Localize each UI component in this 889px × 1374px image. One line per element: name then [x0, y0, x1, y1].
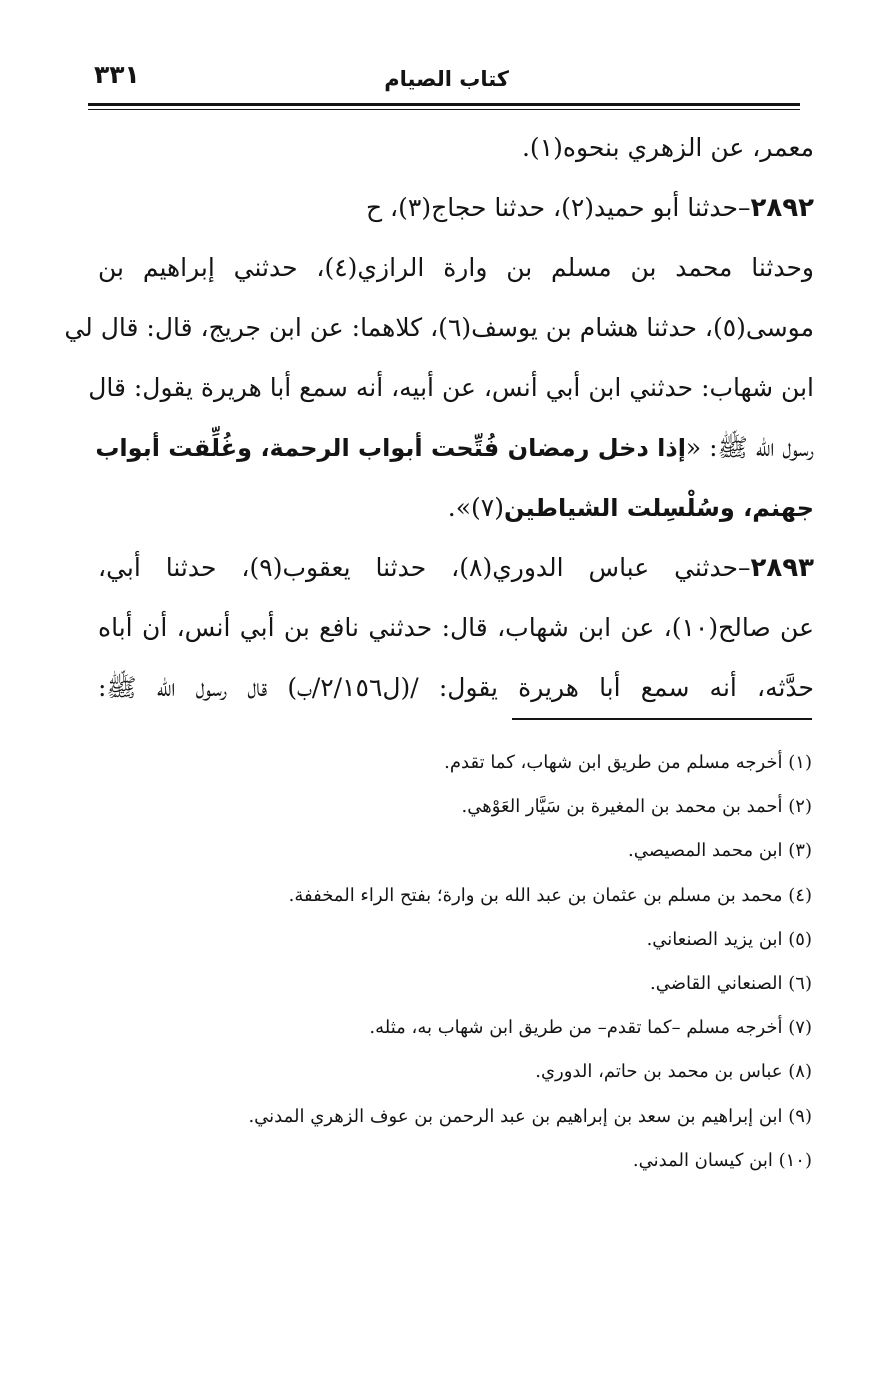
line-text: رسول الله ﷺ: « — [685, 433, 814, 462]
text-line — [98, 658, 814, 718]
line-text: موسى(٥)، حدثنا هشام بن يوسف(٦)، كلاهما: عن ابن جريج، قال: قال لي — [64, 313, 814, 342]
line-text: (٧)». — [447, 493, 504, 522]
line-text: –حدثنا أبو حميد(٢)، حدثنا حجاج(٣)، ح — [365, 193, 751, 222]
hadith-line — [98, 178, 814, 238]
header-rule-thin — [88, 109, 800, 110]
footnotes — [240, 746, 812, 1188]
line-text: ابن شهاب: حدثني ابن أبي أنس، عن أبيه، أنه سمع أبا هريرة يقول: قال — [88, 373, 814, 402]
footnote: (١) أخرجه مسلم من طريق ابن شهاب، كما تقدم. — [444, 752, 812, 773]
footnote: (٤) محمد بن مسلم بن عثمان بن عبد الله بن وارة؛ بفتح الراء المخففة. — [288, 884, 812, 906]
text-line — [88, 358, 814, 418]
hadith-line — [98, 538, 814, 598]
line-text: معمر، عن الزهري بنحوه(١). — [521, 133, 814, 162]
header-rule — [88, 103, 800, 106]
footnote: (٨) عباس بن محمد بن حاتم، الدوري. — [535, 1061, 812, 1083]
footnote: (٥) ابن يزيد الصنعاني. — [646, 928, 812, 950]
hadith-quote: جهنم، وسُلْسِلت الشياطين — [504, 494, 814, 522]
text-line — [98, 598, 814, 658]
footnote: (٩) ابن إبراهيم بن سعد بن إبراهيم بن عبد الرحمن بن عوف الزهري المدني. — [248, 1105, 812, 1127]
line-text: عن صالح(١٠)، عن ابن شهاب، قال: حدثني نافع بن أبي أنس، أن أباه — [98, 613, 814, 642]
running-title: كتاب الصيام — [384, 67, 509, 91]
text-line — [98, 118, 814, 178]
hadith-number: ٢٨٩٣ — [750, 553, 815, 583]
footnote: (٦) الصنعاني القاضي. — [650, 972, 812, 994]
line-text: وحدثنا محمد بن مسلم بن وارة الرازي(٤)، حدثني إبراهيم بن — [98, 253, 814, 282]
footnote: (٣) ابن محمد المصيصي. — [628, 840, 812, 862]
main-text — [64, 118, 815, 718]
page-number: ٣٣١ — [94, 60, 140, 89]
text-line — [95, 418, 814, 478]
footnote: (١٠) ابن كيسان المدني. — [632, 1149, 812, 1171]
text-line — [98, 478, 814, 538]
text-line — [98, 238, 814, 298]
hadith-quote: إذا دخل رمضان فُتِّحت أبواب الرحمة، وغُلِّقت أبواب — [95, 434, 686, 462]
line-text: –حدثني عباس الدوري(٨)، حدثنا يعقوب(٩)، حدثنا أبي، — [98, 553, 751, 582]
hadith-number: ٢٨٩٢ — [750, 193, 814, 223]
footnote: (٢) أحمد بن محمد بن المغيرة بن سَيَّار العَوْهي. — [461, 796, 812, 818]
footnote: (٧) أخرجه مسلم –كما تقدم– من طريق ابن شهاب به، مثله. — [369, 1017, 812, 1039]
line-text: حدَّثه، أنه سمع أبا هريرة يقول: /(ل٢/١٥٦/ب) قال رسول الله ﷺ: — [98, 673, 815, 702]
text-line — [64, 298, 814, 358]
footnote-separator — [512, 718, 812, 720]
